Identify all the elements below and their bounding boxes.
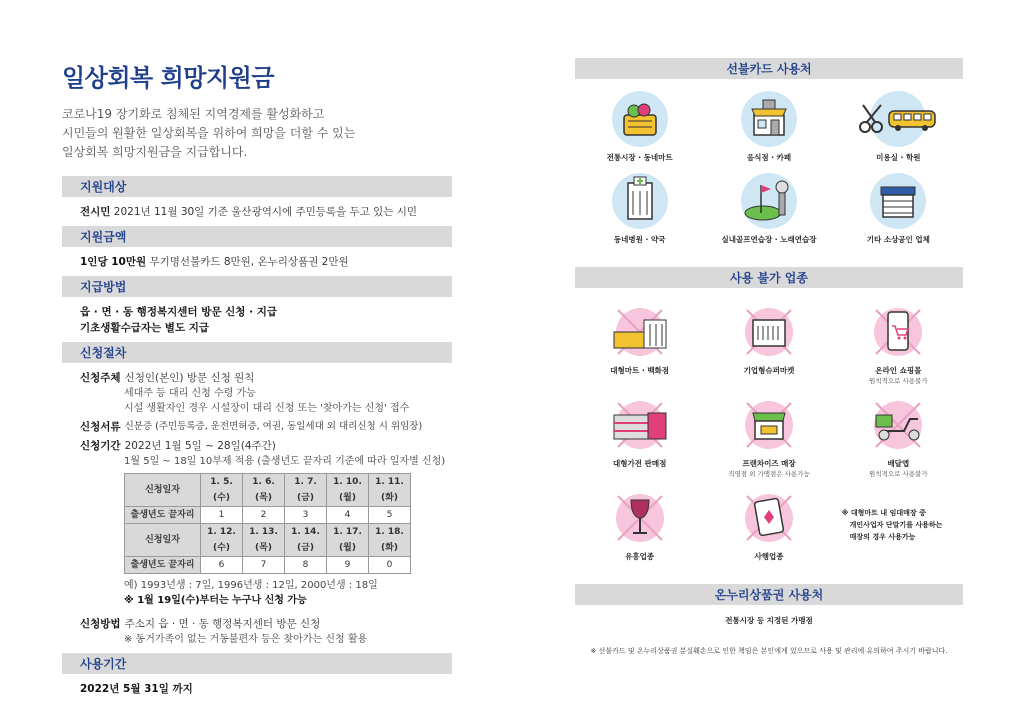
unusable-item-label: 온라인 쇼핑몰 [875, 366, 922, 375]
prepaid-item [575, 171, 704, 245]
intro-text [62, 105, 452, 162]
section-heading: 지원금액 [62, 226, 452, 247]
table-row [125, 474, 411, 507]
apply-note: ※ 동거가족이 없는 거동불편자 등은 찾아가는 신청 활용 [124, 634, 368, 645]
supermarket-icon [739, 302, 799, 362]
anyone-note: ※ 1월 19일(수)부터는 누구나 신청 가능 [124, 595, 307, 606]
prepaid-grid [575, 89, 963, 245]
mall-icon [610, 302, 670, 362]
prepaid-item [834, 171, 963, 245]
prepaid-item-label: 기타 소상공인 업체 [866, 235, 930, 244]
table-cell: 3 [285, 507, 327, 524]
docs-text: 신분증 (주민등록증, 운전면허증, 여권, 동일세대 외 대리신청 시 위임장) [124, 421, 423, 432]
unusable-item-sub: 원칙적으로 사용불가 [869, 377, 928, 385]
subject-line: 세대주 등 대리 신청 수령 가능 [124, 388, 256, 399]
table-cell: 1. 18.(화) [369, 524, 411, 557]
table-cell: 1. 12.(수) [201, 524, 243, 557]
section-heading: 신청절차 [62, 342, 452, 363]
unusable-item [575, 302, 704, 385]
unusable-item-label: 프랜차이즈 매장 [742, 459, 796, 468]
note-line: 매장의 경우 사용가능 [849, 533, 916, 541]
unusable-item [834, 395, 963, 478]
table-cell: 1. 13.(목) [243, 524, 285, 557]
note-line: 개인사업자 단말기를 사용하는 [849, 521, 943, 529]
table-cell: 1. 7.(금) [285, 474, 327, 507]
method-line: 기초생활수급자는 별도 지급 [80, 322, 210, 334]
section-body [62, 204, 452, 220]
unusable-item-label: 대형마트 · 백화점 [610, 366, 670, 375]
onnuri-text: 전통시장 등 지정된 가맹점 [725, 616, 813, 625]
unusable-item-label: 대형가전 판매점 [613, 459, 667, 468]
schedule-table [124, 473, 411, 574]
prepaid-heading: 선불카드 사용처 [575, 58, 963, 79]
unusable-item [704, 302, 833, 385]
unusable-item [834, 302, 963, 385]
onnuri-heading: 온누리상품권 사용처 [575, 584, 963, 605]
table-cell: 1 [201, 507, 243, 524]
section-body [62, 304, 452, 336]
table-row [125, 557, 411, 574]
unusable-item [575, 488, 704, 562]
period-text: 2022년 1월 5일 ~ 28일(4주간) [124, 440, 276, 452]
docs-label: 신청서류 [80, 421, 121, 433]
section-heading: 사용기간 [62, 653, 452, 674]
prepaid-item-label: 동네병원 · 약국 [613, 235, 666, 244]
footnote: ※ 선불카드 및 온누리상품권 분실훼손으로 인한 책임은 본인에게 있으므로 사용 및 관리에 유의하여 주시기 바랍니다. [590, 647, 948, 655]
unusable-item-label: 사행업종 [754, 552, 784, 561]
basket-icon [610, 89, 670, 149]
table-cell: 0 [369, 557, 411, 574]
table-cell: 2 [243, 507, 285, 524]
right-column [575, 58, 963, 656]
unusable-item [575, 395, 704, 478]
unusable-heading: 사용 불가 업종 [575, 267, 963, 288]
apply-text: 주소지 읍 · 면 · 동 행정복지센터 방문 신청 [124, 618, 321, 630]
prepaid-item-label: 음식점 · 카페 [746, 153, 792, 162]
prepaid-item [575, 89, 704, 163]
table-cell: 4 [327, 507, 369, 524]
wine-icon [610, 488, 670, 548]
store-icon [868, 171, 928, 231]
target-bold: 전시민 [80, 206, 111, 218]
prepaid-item [704, 171, 833, 245]
scissors-bus-icon [853, 89, 943, 149]
phone-cart-icon [868, 302, 928, 362]
section-method [62, 276, 452, 336]
target-text: 2021년 11월 30일 기준 울산광역시에 주민등록을 두고 있는 시민 [110, 206, 418, 218]
franchise-icon [739, 395, 799, 455]
table-header-cell: 출생년도 끝자리 [125, 557, 201, 574]
section-procedure [62, 342, 452, 647]
intro-line: 시민들의 원활한 일상회복을 위하여 희망을 더할 수 있는 [62, 126, 356, 140]
period-label: 신청기간 [80, 440, 121, 452]
prepaid-item [834, 89, 963, 163]
prepaid-item-label: 실내골프연습장 · 노래연습장 [721, 235, 817, 244]
section-amount [62, 226, 452, 270]
table-cell: 1. 17.(월) [327, 524, 369, 557]
intro-line: 코로나19 장기화로 침체된 지역경제를 활성화하고 [62, 107, 325, 121]
example-text: 예) 1993년생 : 7일, 1996년생 : 12일, 2000년생 : 18일 [124, 580, 378, 591]
note-line: ※ 대형마트 내 임대매장 중 [841, 509, 926, 517]
method-line: 읍 · 면 · 동 행정복지센터 방문 신청 · 지급 [80, 306, 278, 318]
unusable-note [834, 488, 963, 562]
amount-bold: 1인당 10만원 [80, 256, 147, 268]
unusable-item [704, 488, 833, 562]
table-cell: 1. 14.(금) [285, 524, 327, 557]
unusable-item [704, 395, 833, 478]
shop-icon [739, 89, 799, 149]
appliance-icon [610, 395, 670, 455]
prepaid-item-label: 전통시장 · 동네마트 [606, 153, 673, 162]
section-target [62, 176, 452, 220]
apply-label: 신청방법 [80, 618, 121, 630]
subject-line: 신청인(본인) 방문 신청 원칙 [124, 372, 255, 384]
unusable-grid [575, 302, 963, 562]
usage-period-text: 2022년 5월 31일 까지 [80, 683, 193, 695]
unusable-item-sub: 직영점 외 가맹점은 사용가능 [728, 470, 810, 478]
section-heading: 지급방법 [62, 276, 452, 297]
card-icon [739, 488, 799, 548]
table-cell: 1. 5.(수) [201, 474, 243, 507]
section-heading: 지원대상 [62, 176, 452, 197]
page-title: 일상회복 희망지원금 [62, 64, 275, 92]
subject-line: 시설 생활자인 경우 시설장이 대리 신청 또는 '찾아가는 신청' 접수 [124, 403, 410, 414]
scooter-icon [868, 395, 928, 455]
unusable-item-sub: 원칙적으로 사용불가 [869, 470, 928, 478]
table-cell: 5 [369, 507, 411, 524]
section-body [62, 681, 452, 697]
section-body [62, 254, 452, 270]
table-cell: 6 [201, 557, 243, 574]
table-header-cell: 신청일자 [125, 474, 201, 507]
section-usage-period [62, 653, 452, 697]
table-row [125, 507, 411, 524]
intro-line: 일상회복 희망지원금을 지급합니다. [62, 145, 248, 159]
table-cell: 7 [243, 557, 285, 574]
unusable-item-label: 기업형슈퍼마켓 [743, 366, 795, 375]
section-body [62, 370, 452, 647]
table-cell: 1. 11.(화) [369, 474, 411, 507]
table-cell: 1. 10.(월) [327, 474, 369, 507]
left-column [62, 58, 452, 703]
amount-text: 무기명선불카드 8만원, 온누리상품권 2만원 [146, 256, 349, 268]
table-cell: 1. 6.(목) [243, 474, 285, 507]
hospital-icon [610, 171, 670, 231]
table-cell: 9 [327, 557, 369, 574]
prepaid-item-label: 미용실 · 학원 [876, 153, 921, 162]
period-note: 1월 5일 ~ 18일 10부제 적용 (출생년도 끝자리 기준에 따라 일자별 신청) [124, 456, 446, 467]
unusable-item-label: 배달앱 [887, 459, 910, 468]
table-cell: 8 [285, 557, 327, 574]
table-header-cell: 신청일자 [125, 524, 201, 557]
table-header-cell: 출생년도 끝자리 [125, 507, 201, 524]
unusable-item-label: 유흥업종 [625, 552, 655, 561]
subject-label: 신청주체 [80, 372, 121, 384]
prepaid-item [704, 89, 833, 163]
golf-mic-icon [739, 171, 799, 231]
table-row [125, 524, 411, 557]
